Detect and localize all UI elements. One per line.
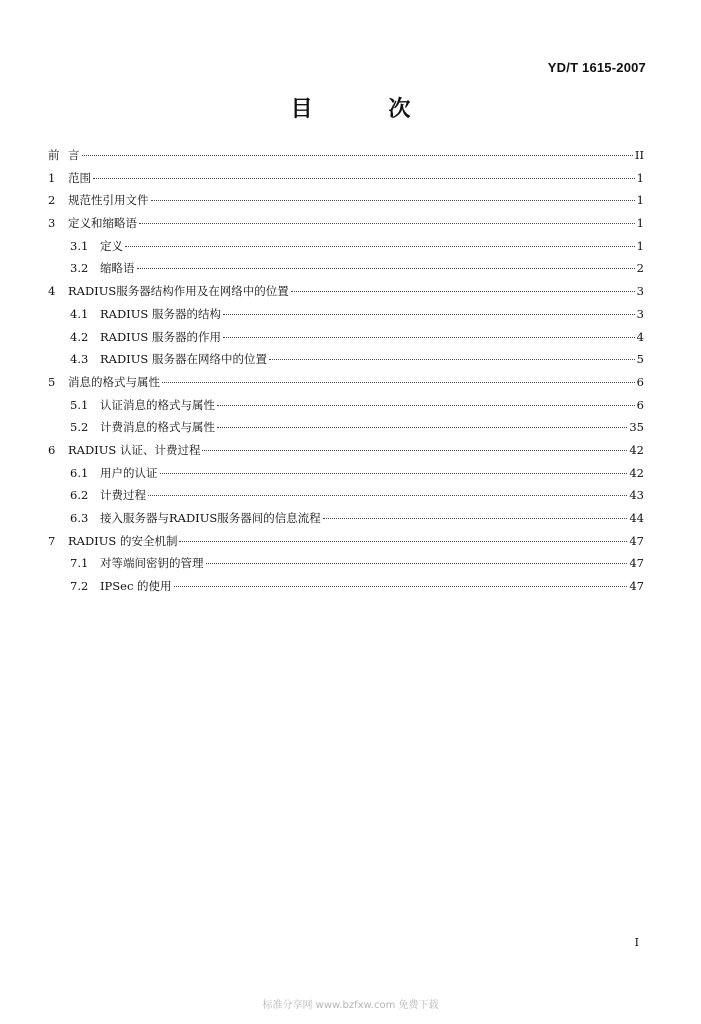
toc-entry[interactable] (48, 507, 644, 530)
toc-entry[interactable] (48, 552, 644, 575)
toc-entry[interactable] (48, 212, 644, 235)
toc-entry-page: 1 (636, 170, 644, 185)
toc-entry[interactable] (48, 484, 644, 507)
dot-leader (139, 223, 635, 224)
toc-entry[interactable] (48, 144, 644, 167)
toc-entry-page: 6 (636, 397, 644, 412)
toc-entry-number: 7 (48, 533, 56, 548)
toc-entry-page: 47 (629, 533, 644, 548)
toc-entry-label: 范围 (68, 170, 91, 185)
toc-entry[interactable] (48, 189, 644, 212)
toc-entry-number: 4.3 (70, 352, 89, 367)
toc-entry-label: 对等端间密钥的管理 (100, 556, 204, 571)
toc-entry-page: 35 (629, 420, 644, 435)
dot-leader (223, 314, 635, 315)
toc-entry-number: 1 (48, 170, 56, 185)
dot-leader (82, 155, 633, 156)
toc-entry-page: 47 (629, 556, 644, 571)
page-number: I (634, 936, 639, 949)
toc-entry-label: RADIUS服务器结构作用及在网络中的位置 (68, 284, 289, 299)
toc-entry-label: 缩略语 (100, 261, 135, 276)
dot-leader (323, 518, 628, 519)
toc-entry-page: II (634, 148, 644, 162)
dot-leader (125, 246, 635, 247)
dot-leader (174, 586, 628, 587)
toc-entry-number: 前 (48, 148, 60, 162)
toc-entry-number: 4 (48, 284, 56, 299)
toc-entry-label: RADIUS 认证、计费过程 (68, 442, 201, 457)
toc-entry-label: 接入服务器与RADIUS服务器间的信息流程 (100, 511, 321, 525)
dot-leader (223, 337, 635, 338)
toc-entry-page: 3 (636, 284, 644, 299)
toc-entry-number: 4.1 (70, 306, 89, 321)
watermark: 标准分享网 www.bzfxw.com 免费下载 (262, 1000, 439, 1011)
dot-leader (217, 405, 635, 406)
toc-entry-label: 言 (68, 148, 80, 162)
standard-code: YD/T 1615-2007 (547, 60, 646, 75)
toc-entry-label: 消息的格式与属性 (68, 374, 160, 389)
toc-entry-number: 7.2 (70, 579, 89, 594)
dot-leader (162, 382, 635, 383)
toc-entry-label: 计费过程 (100, 488, 146, 503)
toc-entry-label: 规范性引用文件 (68, 193, 149, 208)
toc-entry[interactable] (48, 394, 644, 417)
toc-entry-label: 用户的认证 (100, 465, 158, 480)
toc-entry-number: 5.2 (70, 420, 89, 435)
toc-entry[interactable] (48, 348, 644, 371)
dot-leader (151, 200, 635, 201)
toc-entry-number: 2 (48, 193, 56, 208)
toc-entry[interactable] (48, 371, 644, 394)
dot-leader (160, 473, 628, 474)
toc-entry-number: 3.1 (70, 238, 89, 253)
toc-entry[interactable] (48, 462, 644, 485)
toc-entry-number: 6.2 (70, 488, 89, 503)
toc-entry-number: 6.3 (70, 511, 89, 525)
dot-leader (269, 359, 635, 360)
toc-entry-number: 4.2 (70, 329, 89, 344)
toc-entry[interactable] (48, 235, 644, 258)
dot-leader (206, 563, 628, 564)
dot-leader (179, 541, 627, 542)
toc-entry-label: RADIUS 服务器在网络中的位置 (100, 352, 267, 367)
toc-entry-page: 42 (629, 465, 644, 480)
toc-entry[interactable] (48, 257, 644, 280)
toc-entry-page: 42 (629, 442, 644, 457)
toc-entry-label: RADIUS 服务器的作用 (100, 329, 221, 344)
toc-entry-number: 6 (48, 442, 56, 457)
toc-entry[interactable] (48, 575, 644, 598)
toc-entry[interactable] (48, 416, 644, 439)
dot-leader (93, 178, 635, 179)
dot-leader (148, 495, 627, 496)
toc-entry-label: IPSec 的使用 (100, 579, 172, 594)
toc-entry-page: 5 (636, 352, 644, 367)
toc-entry-page: 44 (629, 511, 644, 525)
toc-entry-page: 43 (629, 488, 644, 503)
page-title: 目 次 (290, 97, 445, 122)
toc-entry-label: 认证消息的格式与属性 (100, 397, 215, 412)
toc-entry-number: 6.1 (70, 465, 89, 480)
toc-entry-label: 计费消息的格式与属性 (100, 420, 215, 435)
toc-entry-label: RADIUS 服务器的结构 (100, 306, 221, 321)
toc-entry-page: 47 (629, 579, 644, 594)
toc-entry[interactable] (48, 439, 644, 462)
toc-entry-page: 2 (636, 261, 644, 276)
table-of-contents (48, 144, 644, 598)
toc-entry-number: 5.1 (70, 397, 89, 412)
dot-leader (217, 427, 627, 428)
toc-entry-page: 4 (636, 329, 644, 344)
toc-entry-number: 5 (48, 374, 56, 389)
toc-entry-page: 3 (636, 306, 644, 321)
toc-entry-number: 7.1 (70, 556, 89, 571)
dot-leader (137, 268, 635, 269)
toc-entry-label: RADIUS 的安全机制 (68, 533, 178, 548)
toc-entry[interactable] (48, 167, 644, 190)
toc-entry-number: 3.2 (70, 261, 89, 276)
toc-entry[interactable] (48, 326, 644, 349)
toc-entry-label: 定义 (100, 238, 123, 253)
toc-entry[interactable] (48, 530, 644, 553)
toc-entry[interactable] (48, 303, 644, 326)
toc-entry-page: 6 (636, 374, 644, 389)
toc-entry-page: 1 (636, 193, 644, 208)
toc-entry-page: 1 (636, 238, 644, 253)
toc-entry-number: 3 (48, 216, 56, 231)
dot-leader (291, 291, 635, 292)
toc-entry-label: 定义和缩略语 (68, 216, 137, 231)
toc-entry-page: 1 (636, 216, 644, 231)
dot-leader (202, 450, 627, 451)
toc-entry[interactable] (48, 280, 644, 303)
